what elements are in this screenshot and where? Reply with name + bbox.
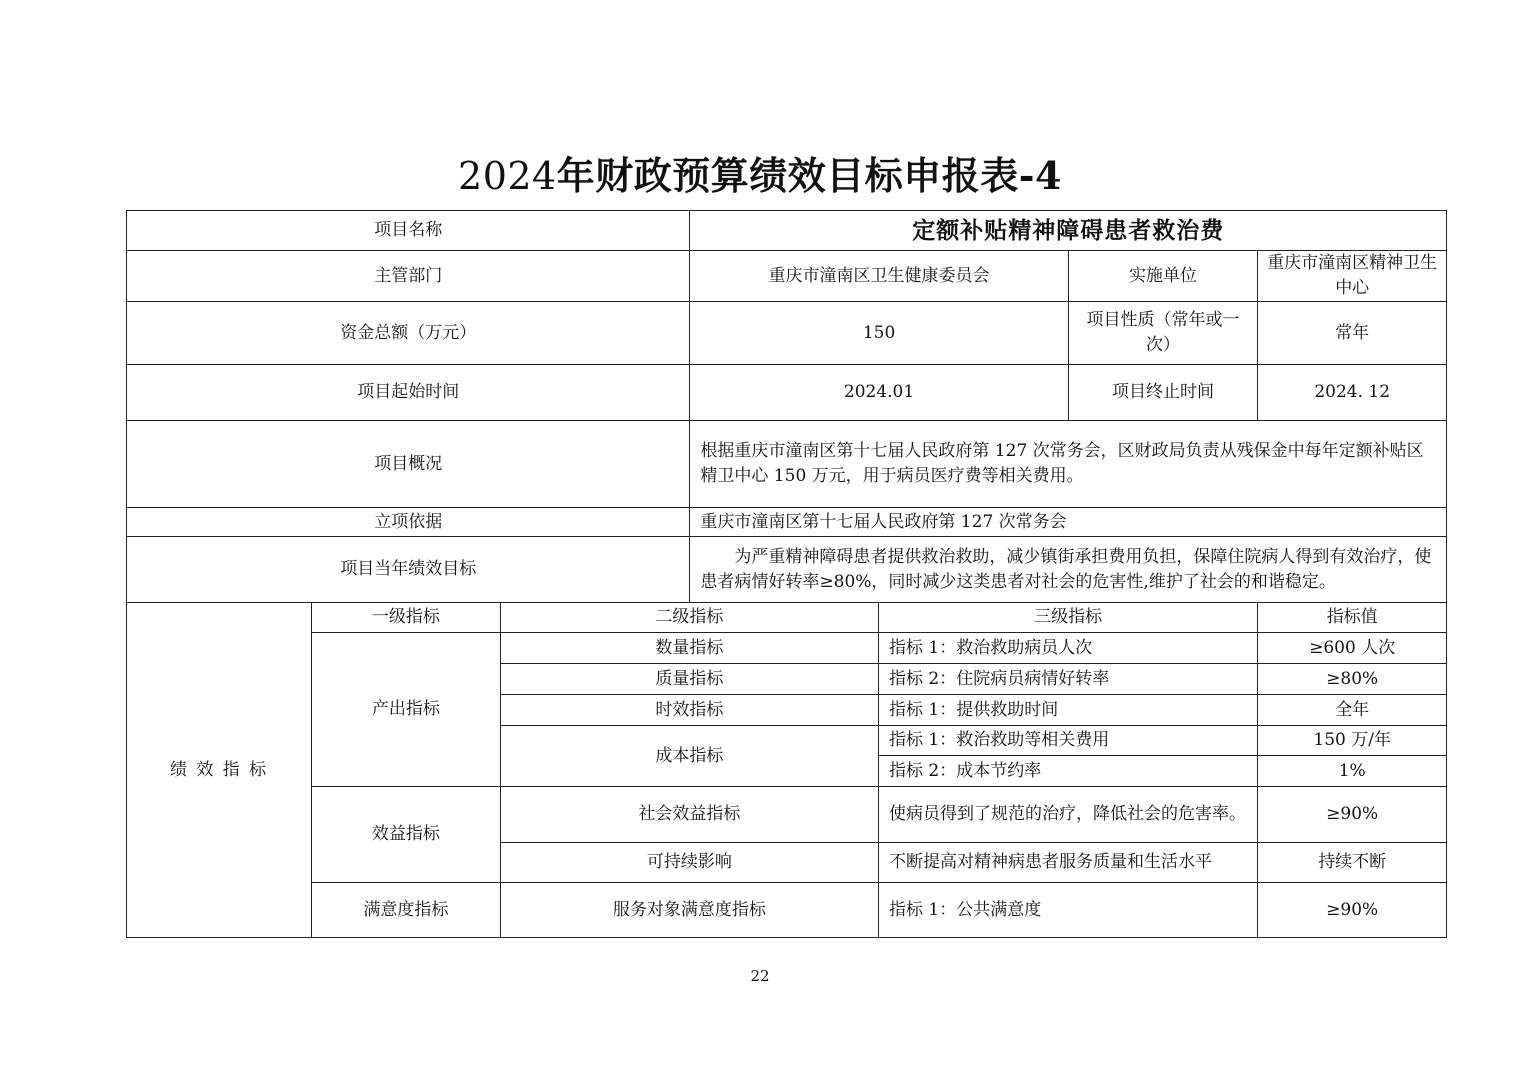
project-name-value: 定额补贴精神障碍患者救治费 xyxy=(690,211,1447,251)
level2-cell: 服务对象满意度指标 xyxy=(500,883,878,938)
project-name-label: 项目名称 xyxy=(127,211,690,251)
funds-label: 资金总额（万元） xyxy=(127,302,690,365)
level3-cell: 指标 1：提供救助时间 xyxy=(878,695,1257,726)
row-funds xyxy=(127,302,1447,365)
row-goal xyxy=(127,537,1447,603)
header-level3: 三级指标 xyxy=(878,603,1257,633)
end-value: 2024. 12 xyxy=(1258,365,1447,421)
level3-cell: 不断提高对精神病患者服务质量和生活水平 xyxy=(878,843,1257,883)
row-overview xyxy=(127,421,1447,508)
level2-cell: 成本指标 xyxy=(500,726,878,787)
page-number: 22 xyxy=(750,967,770,985)
level1-benefit: 效益指标 xyxy=(312,787,501,883)
level3-cell: 指标 2：住院病员病情好转率 xyxy=(878,664,1257,695)
funds-value: 150 xyxy=(690,302,1068,365)
dept-label: 主管部门 xyxy=(127,251,690,302)
value-cell: 全年 xyxy=(1258,695,1447,726)
value-cell: ≥90% xyxy=(1258,883,1447,938)
level1-satisfaction: 满意度指标 xyxy=(312,883,501,938)
value-cell: ≥600 人次 xyxy=(1258,633,1447,664)
impl-label: 实施单位 xyxy=(1068,251,1258,302)
level1-output: 产出指标 xyxy=(312,633,501,787)
overview-value: 根据重庆市潼南区第十七届人民政府第 127 次常务会，区财政局负责从残保金中每年定额补贴区精卫中心 150 万元，用于病员医疗费等相关费用。 xyxy=(690,421,1447,508)
level2-cell: 数量指标 xyxy=(500,633,878,664)
level2-cell: 时效指标 xyxy=(500,695,878,726)
goal-value: 为严重精神障碍患者提供救治救助，减少镇街承担费用负担，保障住院病人得到有效治疗，使患者病情好转率≥80%，同时减少这类患者对社会的危害性,维护了社会的和谐稳定。 xyxy=(690,537,1447,603)
impl-value: 重庆市潼南区精神卫生中心 xyxy=(1258,251,1447,302)
title-text: 年财政预算绩效目标申报表-4 xyxy=(556,153,1062,198)
nature-label: 项目性质（常年或一次） xyxy=(1068,302,1258,365)
level3-cell: 指标 1：救治救助病员人次 xyxy=(878,633,1257,664)
value-cell: ≥90% xyxy=(1258,787,1447,843)
start-label: 项目起始时间 xyxy=(127,365,690,421)
title-year: 2024 xyxy=(458,154,557,198)
table-row xyxy=(127,633,1447,664)
level2-cell: 可持续影响 xyxy=(500,843,878,883)
header-level1: 一级指标 xyxy=(312,603,501,633)
basis-value: 重庆市潼南区第十七届人民政府第 127 次常务会 xyxy=(690,508,1447,537)
header-level2: 二级指标 xyxy=(500,603,878,633)
overview-label: 项目概况 xyxy=(127,421,690,508)
basis-label: 立项依据 xyxy=(127,508,690,537)
level3-cell: 指标 2：成本节约率 xyxy=(878,756,1257,787)
level3-cell: 指标 1：公共满意度 xyxy=(878,883,1257,938)
performance-target-table xyxy=(126,210,1447,938)
value-cell: 150 万/年 xyxy=(1258,726,1447,756)
performance-indicator-label: 绩 效 指 标 xyxy=(127,603,312,938)
end-label: 项目终止时间 xyxy=(1068,365,1258,421)
nature-value: 常年 xyxy=(1258,302,1447,365)
value-cell: 1% xyxy=(1258,756,1447,787)
table-row xyxy=(127,883,1447,938)
value-cell: 持续不断 xyxy=(1258,843,1447,883)
level2-cell: 质量指标 xyxy=(500,664,878,695)
dept-value: 重庆市潼南区卫生健康委员会 xyxy=(690,251,1068,302)
row-dates xyxy=(127,365,1447,421)
level3-cell: 指标 1：救治救助等相关费用 xyxy=(878,726,1257,756)
indicator-header-row xyxy=(127,603,1447,633)
value-cell: ≥80% xyxy=(1258,664,1447,695)
level2-cell: 社会效益指标 xyxy=(500,787,878,843)
row-project-name xyxy=(127,211,1447,251)
start-value: 2024.01 xyxy=(690,365,1068,421)
level3-cell: 使病员得到了规范的治疗，降低社会的危害率。 xyxy=(878,787,1257,843)
row-basis xyxy=(127,508,1447,537)
header-value: 指标值 xyxy=(1258,603,1447,633)
page-title xyxy=(0,150,1520,202)
table-row xyxy=(127,787,1447,843)
row-department xyxy=(127,251,1447,302)
goal-label: 项目当年绩效目标 xyxy=(127,537,690,603)
